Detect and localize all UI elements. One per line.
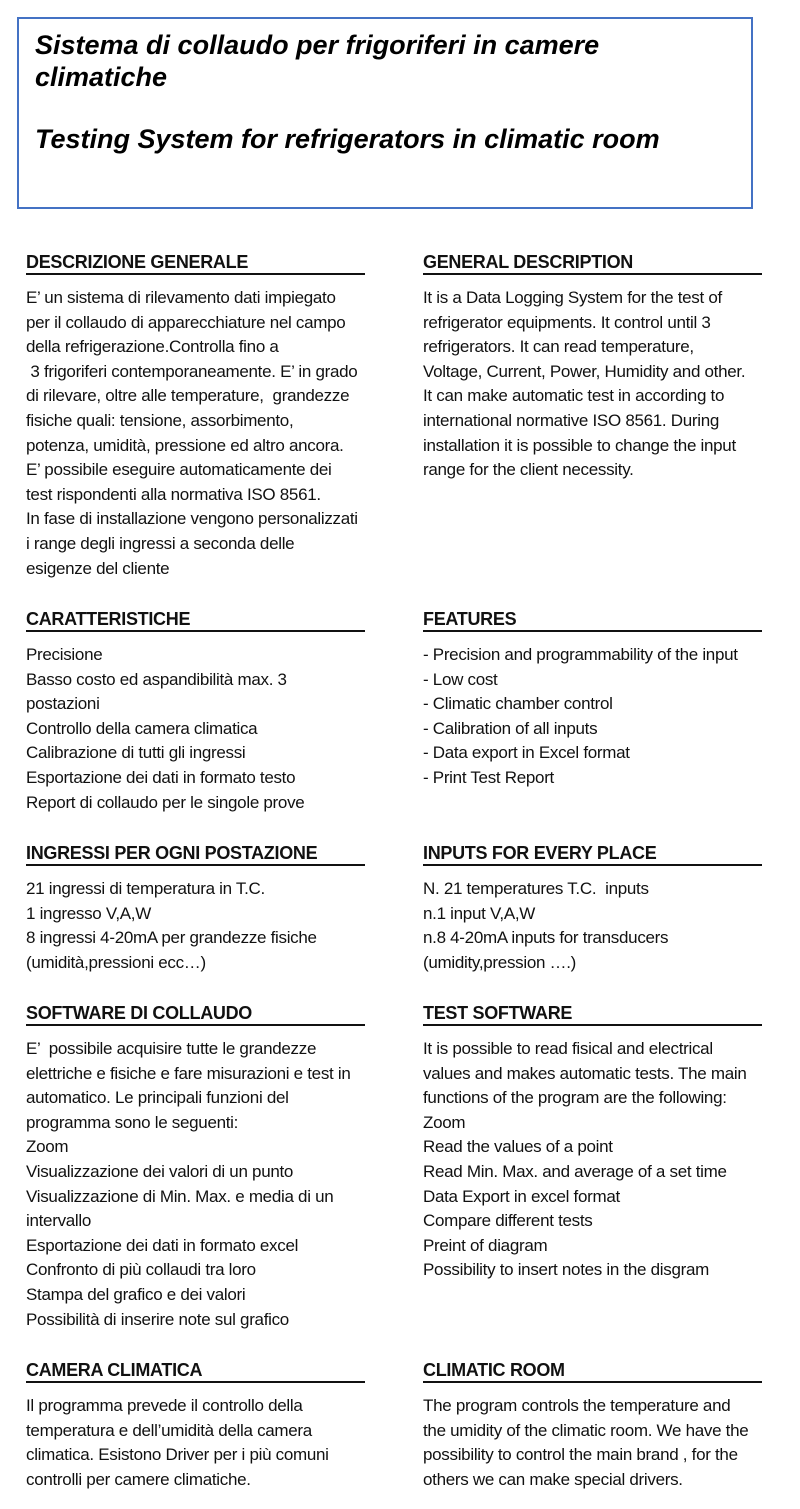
text-line: i range degli ingressi a seconda delle [26,533,295,553]
section-heading: SOFTWARE DI COLLAUDO [26,1002,365,1026]
text-line: fisiche quali: tensione, assorbimento, [26,410,294,430]
text-line: temperatura e dell’umidità della camera [26,1420,312,1440]
text-line: elettriche e fisiche e fare misurazioni e test in [26,1063,351,1083]
section-heading: GENERAL DESCRIPTION [423,251,762,275]
section-caratteristiche [26,608,365,815]
section-heading: TEST SOFTWARE [423,1002,762,1026]
text-line: values and makes automatic tests. The main [423,1063,747,1083]
text-line: intervallo [26,1211,92,1231]
text-line: postazioni [26,694,100,714]
title-english: Testing System for refrigerators in climatic room [35,124,660,154]
text-line: climatica. Esistono Driver per i più comuni [26,1445,329,1465]
text-line: Compare different tests [423,1211,593,1231]
text-line: (umidità,pressioni ecc…) [26,952,206,972]
section-body [26,877,365,975]
text-line: 8 ingressi 4-20mA per grandezze fisiche [26,928,317,948]
text-line: Zoom [423,1112,466,1132]
text-line: (umidity,pression ….) [423,952,577,972]
text-line: Preint of diagram [423,1235,548,1255]
text-line: Il programma prevede il controllo della [26,1396,303,1415]
section-ingressi [26,842,365,975]
section-heading: CLIMATIC ROOM [423,1359,762,1383]
section-heading: CAMERA CLIMATICA [26,1359,365,1383]
text-line: It is a Data Logging System for the test of [423,288,722,307]
text-line: 21 ingressi di temperatura in T.C. [26,879,265,898]
section-body [26,1037,365,1332]
section-body [423,1037,762,1283]
section-heading: FEATURES [423,608,762,632]
text-line: controlli per camere climatiche. [26,1469,251,1489]
text-line: potenza, umidità, pressione ed altro ancora. [26,435,344,455]
section-heading: DESCRIZIONE GENERALE [26,251,365,275]
section-features [423,608,762,791]
section-heading: INPUTS FOR EVERY PLACE [423,842,762,866]
list-item: - Precision and programmability of the input [423,645,738,664]
text-line: In fase di installazione vengono personalizzati [26,509,358,529]
list-item: - Low cost [423,669,498,689]
section-heading: INGRESSI PER OGNI POSTAZIONE [26,842,365,866]
text-line: n.8 4-20mA inputs for transducers [423,928,669,948]
text-line: E’ possibile acquisire tutte le grandezze [26,1039,317,1058]
text-line: Voltage, Current, Power, Humidity and other. [423,361,746,381]
section-descrizione-generale [26,251,365,581]
text-line: functions of the program are the following: [423,1088,727,1108]
section-test-software [423,1002,762,1283]
text-line: N. 21 temperatures T.C. inputs [423,879,649,898]
section-body [423,877,762,975]
section-body [423,643,762,791]
text-line: Precisione [26,645,103,664]
text-line: Read the values of a point [423,1137,613,1157]
section-inputs [423,842,762,975]
text-line: per il collaudo di apparecchiature nel campo [26,312,346,332]
text-line: 3 frigoriferi contemporaneamente. E’ in grado [26,361,358,381]
title-box [17,17,753,209]
section-general-description [423,251,762,483]
text-line: Esportazione dei dati in formato excel [26,1235,299,1255]
text-line: della refrigerazione.Controlla fino a [26,337,279,357]
text-line: Zoom [26,1137,69,1157]
text-line: installation it is possible to change the input [423,435,736,455]
text-line: Report di collaudo per le singole prove [26,792,305,812]
title-italian: Sistema di collaudo per frigoriferi in camere climatiche [35,30,600,92]
text-line: esigenze del cliente [26,558,170,578]
text-line: E’ possibile eseguire automaticamente dei [26,460,332,480]
text-line: international normative ISO 8561. During [423,410,720,430]
text-line: Visualizzazione di Min. Max. e media di un [26,1186,334,1206]
text-line: It can make automatic test in according to [423,386,725,406]
text-line: refrigerators. It can read temperature, [423,337,694,357]
section-software-di-collaudo [26,1002,365,1332]
text-line: Calibrazione di tutti gli ingressi [26,743,246,763]
section-body [26,643,365,815]
text-line: Data Export in excel format [423,1186,620,1206]
text-line: n.1 input V,A,W [423,903,536,923]
text-line: Read Min. Max. and average of a set time [423,1161,727,1181]
text-line: The program controls the temperature and [423,1396,731,1415]
text-line: Basso costo ed aspandibilità max. 3 [26,669,287,689]
text-line: Visualizzazione dei valori di un punto [26,1161,294,1181]
section-body [26,286,365,581]
text-line: range for the client necessity. [423,460,634,480]
text-line: Possibility to insert notes in the disgram [423,1260,709,1280]
text-line: Esportazione dei dati in formato testo [26,767,296,787]
text-line: E’ un sistema di rilevamento dati impiegato [26,288,336,307]
section-body [423,1394,762,1492]
section-camera-climatica [26,1359,365,1492]
text-line: di rilevare, oltre alle temperature, grandezze [26,386,350,406]
section-body [26,1394,365,1492]
text-line: possibility to control the main brand , for the [423,1445,738,1465]
text-line: programma sono le seguenti: [26,1112,239,1132]
text-line: others we can make special drivers. [423,1469,683,1489]
text-line: It is possible to read fisical and electrical [423,1039,713,1058]
text-line: refrigerator equipments. It control until 3 [423,312,711,332]
text-line: Stampa del grafico e dei valori [26,1284,246,1304]
list-item: - Calibration of all inputs [423,718,598,738]
text-line: Possibilità di inserire note sul grafico [26,1309,289,1329]
text-line: test rispondenti alla normativa ISO 8561. [26,484,321,504]
text-line: 1 ingresso V,A,W [26,903,151,923]
section-climatic-room [423,1359,762,1492]
text-line: the umidity of the climatic room. We have the [423,1420,749,1440]
list-item: - Data export in Excel format [423,743,630,763]
text-line: automatico. Le principali funzioni del [26,1088,289,1108]
list-item: - Print Test Report [423,767,554,787]
text-line: Confronto di più collaudi tra loro [26,1260,256,1280]
section-body [423,286,762,483]
list-item: - Climatic chamber control [423,694,613,714]
text-line: Controllo della camera climatica [26,718,258,738]
section-heading: CARATTERISTICHE [26,608,365,632]
